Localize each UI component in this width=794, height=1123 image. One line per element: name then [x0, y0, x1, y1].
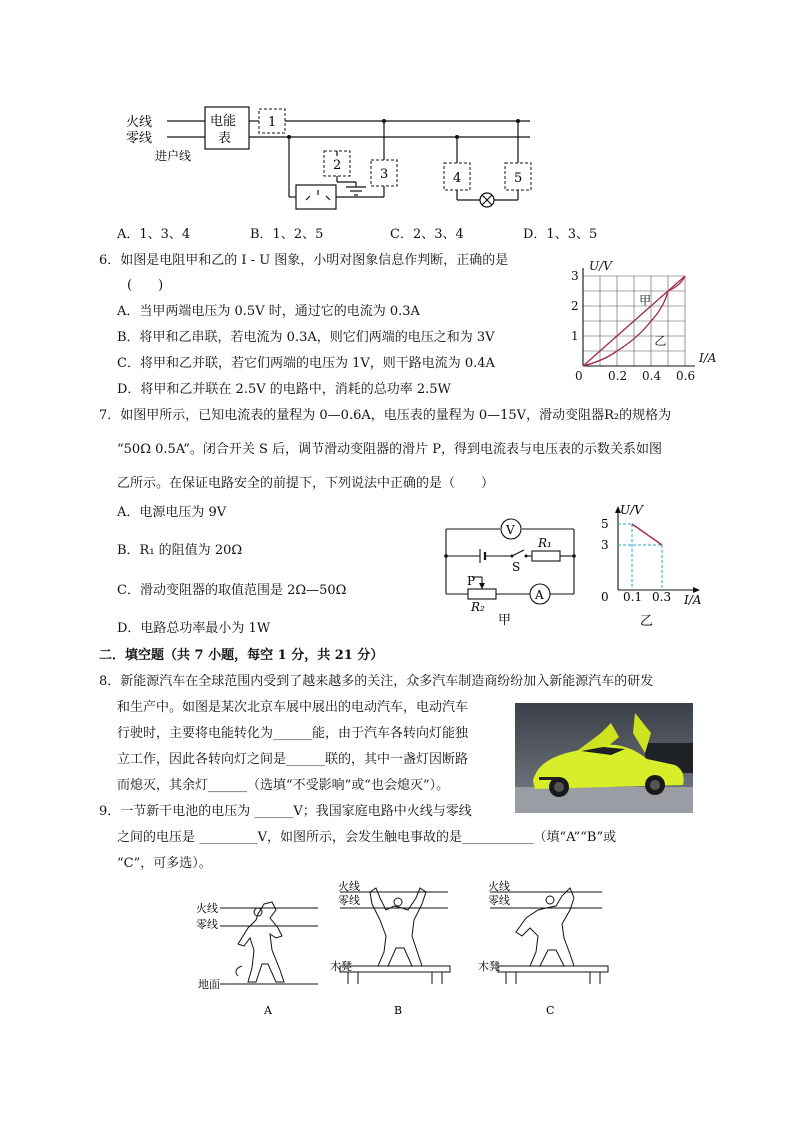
neutral-wire-label: 零线 [126, 131, 153, 146]
yi-y3: 3 [601, 538, 609, 552]
q8-line5: 而熄灭，其余灯______（选填“不受影响”或“也会熄灭”）。 [117, 778, 450, 793]
electric-shock-figures [190, 880, 630, 1020]
yi-x01: 0.1 [623, 590, 643, 604]
slider-label: P [467, 574, 476, 588]
q7-circuit-jia [440, 505, 600, 635]
y-axis-label: U/V [589, 259, 612, 273]
yi-y5: 5 [601, 517, 609, 531]
x-tick-label: 0.4 [642, 369, 662, 383]
figure-jia-caption: 甲 [498, 613, 512, 628]
figure-yi-caption: 乙 [640, 614, 654, 629]
q6-paren: ( ) [127, 278, 164, 293]
q9-line1: 9．一节新干电池的电压为 ______V；我国家庭电路中火线与零线 [99, 804, 472, 819]
live-wire-label: 火线 [126, 115, 153, 130]
household-circuit-diagram [0, 0, 794, 230]
q7-option-a: A．电源电压为 9V [117, 505, 227, 520]
yi-xlabel: I/A [684, 593, 702, 607]
electric-car-photo [515, 703, 693, 813]
fig-a-caption: A [264, 1004, 272, 1017]
q8-line3: 行驶时，主要将电能转化为______能，由于汽车各转向灯能独 [117, 726, 469, 741]
q8-line4: 立工作，因此各转向灯之间是______联的，其中一盏灯因断路 [117, 752, 469, 767]
fig-b-live: 火线 [338, 880, 360, 893]
voltmeter-symbol: V [506, 523, 515, 537]
iu-chart [565, 250, 725, 383]
q9-line2: 之间的电压是 _________V，如图所示，会发生触电事故的是___________（填“A”“B”或 [117, 830, 617, 845]
section-2-heading: 二．填空题（共 7 小题，每空 1 分，共 21 分） [99, 648, 384, 663]
y-tick-label: 2 [571, 299, 579, 313]
x-tick-label: 0.6 [676, 369, 696, 383]
box-2-label: 2 [333, 158, 342, 173]
q6-option-c: C．将甲和乙并联，若它们两端的电压为 1V，则干路电流为 0.4A [117, 356, 495, 371]
q5-option-c: C．2、3、4 [390, 227, 464, 242]
series-label-jia: 甲 [639, 293, 652, 308]
q5-option-a: A．1、3、4 [117, 227, 191, 242]
q7-option-b: B．R₁ 的阻值为 20Ω [117, 543, 243, 558]
q7-option-d: D．电路总功率最小为 1W [117, 621, 271, 636]
q7-line1: 7．如图甲所示，已知电流表的量程为 0—0.6A，电压表的量程为 0—15V，滑动变阻器R₂的规格为 [99, 408, 672, 423]
fig-b-stool: 木凳 [330, 960, 352, 973]
meter-label-2: 表 [218, 131, 232, 146]
fig-b-neutral: 零线 [338, 894, 360, 907]
yi-x0: 0 [601, 590, 609, 604]
yi-ylabel: U/V [620, 503, 643, 517]
q6-option-a: A．当甲两端电压为 0.5V 时，通过它的电流为 0.3A [117, 304, 420, 319]
entry-wire-label: 进户线 [155, 149, 192, 163]
q6-stem: 6．如图是电阻甲和乙的 I - U 图象，小明对图象信息作判断，正确的是 [99, 253, 509, 268]
box-4-label: 4 [453, 171, 462, 186]
x-tick-label: 0.2 [608, 369, 628, 383]
fig-c-neutral: 零线 [488, 894, 510, 907]
r1-label: R₁ [538, 536, 552, 550]
q6-option-d: D．将甲和乙并联在 2.5V 的电路中，消耗的总功率 2.5W [117, 382, 451, 397]
series-label-yi: 乙 [654, 334, 667, 348]
box-1-label: 1 [268, 115, 277, 130]
yi-x03: 0.3 [652, 590, 672, 604]
fig-a-neutral: 零线 [196, 918, 218, 931]
q9-line3: “C”，可多选）。 [117, 856, 212, 871]
fig-c-stool: 木凳 [478, 960, 500, 973]
q7-line3: 乙所示。在保证电路安全的前提下，下列说法中正确的是（ ） [117, 476, 495, 491]
x-tick-label: 0 [575, 369, 583, 383]
box-3-label: 3 [380, 167, 389, 182]
q7-line2: “50Ω 0.5A”。闭合开关 S 后，调节滑动变阻器的滑片 P，得到电流表与电压表的示数关系如图 [117, 442, 662, 457]
fig-b-caption: B [394, 1004, 403, 1017]
switch-label: S [512, 560, 521, 574]
q6-option-b: B．将甲和乙串联，若电流为 0.3A，则它们两端的电压之和为 3V [117, 330, 495, 345]
x-axis-label: I/A [699, 351, 717, 365]
fig-a-ground: 地面 [198, 978, 220, 991]
fig-a-live: 火线 [196, 902, 218, 915]
ammeter-symbol: A [535, 588, 544, 602]
fig-c-caption: C [546, 1004, 555, 1017]
q5-option-d: D．1、3、5 [523, 227, 598, 242]
q5-option-b: B．1、2、5 [250, 227, 324, 242]
box-5-label: 5 [514, 171, 523, 186]
y-tick-label: 3 [571, 269, 579, 283]
r2-label: R₂ [471, 600, 485, 614]
q7-graph-yi [600, 500, 710, 630]
q8-line1: 8．新能源汽车在全球范围内受到了越来越多的关注，众多汽车制造商纷纷加入新能源汽车的研发 [99, 674, 654, 689]
meter-label-1: 电能 [210, 114, 237, 129]
fig-c-live: 火线 [488, 880, 510, 893]
q7-option-c: C．滑动变阻器的取值范围是 2Ω—50Ω [117, 583, 347, 598]
y-tick-label: 1 [571, 329, 579, 343]
q8-line2: 和生产中。如图是某次北京车展中展出的电动汽车，电动汽车 [117, 700, 469, 715]
